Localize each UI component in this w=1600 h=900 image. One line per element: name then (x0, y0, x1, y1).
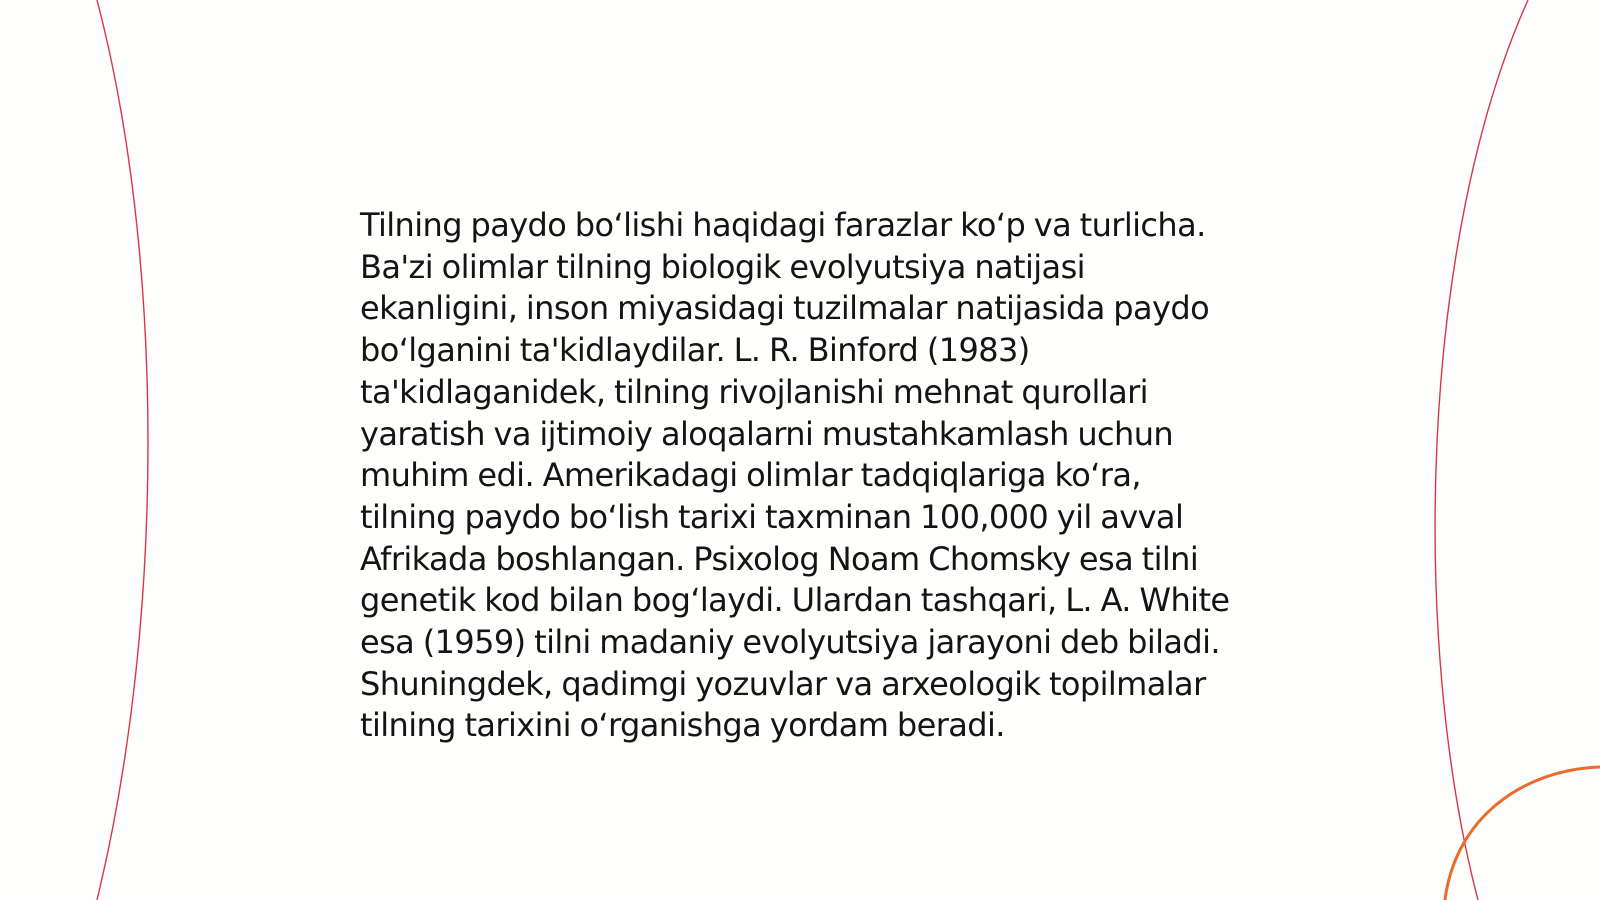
left-red-curve (97, 0, 148, 900)
main-paragraph: Tilning paydo bo‘lishi haqidagi farazlar ko‘p va turlicha. Ba'zi olimlar tilning biologik evolyutsiya natijasi ekanligini, inson miyasidagi tuzilmalar natijasida paydo bo‘lganini ta'kidlaydilar. L. R. Binford (1983) ta'kidlaganidek, tilning rivojlanishi mehnat qurollari yaratish va ijtimoiy aloqalarni mustahkamlash uchun muhim edi. Amerikadagi olimlar tadqiqlariga ko‘ra, tilning paydo bo‘lish tarixi taxminan 100,000 yil avval Afrikada boshlangan. Psixolog Noam Chomsky esa tilni genetik kod bilan bog‘laydi. Ulardan tashqari, L. A. White esa (1959) tilni madaniy evolyutsiya jarayoni deb biladi. Shuningdek, qadimgi yozuvlar va arxeologik topilmalar tilning tarixini o‘rganishga yordam beradi. (360, 206, 1230, 745)
orange-arc (1445, 767, 1600, 900)
right-red-curve (1435, 0, 1528, 900)
